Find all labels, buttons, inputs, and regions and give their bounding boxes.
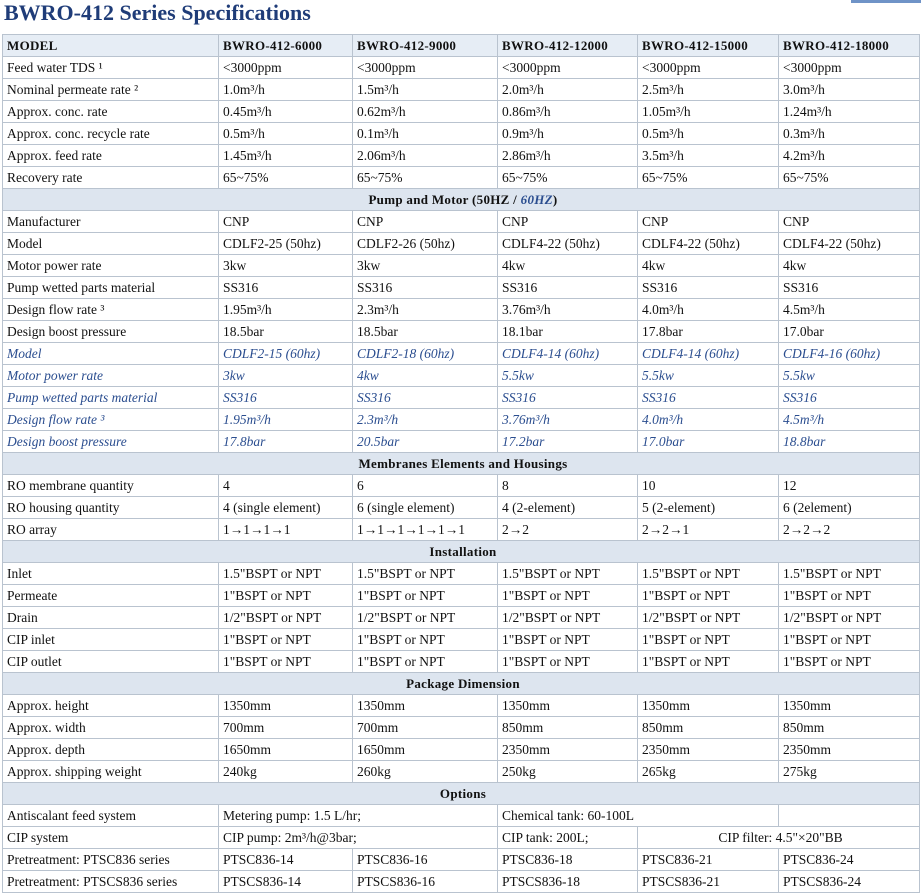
installation-row xyxy=(3,651,920,673)
pump-row-60hz xyxy=(3,365,920,387)
row-label: Pretreatment: PTSC836 series xyxy=(3,849,219,871)
table-cell: 65~75% xyxy=(219,167,353,189)
header-model-name: BWRO-412-12000 xyxy=(498,35,638,57)
row-label: RO housing quantity xyxy=(3,497,219,519)
row-label: Nominal permeate rate ² xyxy=(3,79,219,101)
row-label: Manufacturer xyxy=(3,211,219,233)
table-cell: SS316 xyxy=(498,277,638,299)
table-cell: 2350mm xyxy=(498,739,638,761)
table-cell: 4kw xyxy=(779,255,920,277)
table-cell: 1/2"BSPT or NPT xyxy=(498,607,638,629)
options-cip-row xyxy=(3,827,920,849)
table-cell: 6 (single element) xyxy=(353,497,498,519)
row-label: Antiscalant feed system xyxy=(3,805,219,827)
cip-filter-cell: CIP filter: 4.5"×20"BB xyxy=(638,827,920,849)
table-cell: 17.8bar xyxy=(638,321,779,343)
table-cell: 2.3m³/h xyxy=(353,409,498,431)
table-cell: 3kw xyxy=(219,255,353,277)
table-cell: 1.5m³/h xyxy=(353,79,498,101)
table-cell: 1"BSPT or NPT xyxy=(498,629,638,651)
table-cell: <3000ppm xyxy=(353,57,498,79)
table-cell: 65~75% xyxy=(779,167,920,189)
table-cell: SS316 xyxy=(638,277,779,299)
row-label: Pretreatment: PTSCS836 series xyxy=(3,871,219,893)
table-cell: 2→2→1 xyxy=(638,519,779,541)
table-cell: 1350mm xyxy=(638,695,779,717)
row-label: Pump wetted parts material xyxy=(3,277,219,299)
section-title-prefix: Pump and Motor (50HZ / xyxy=(368,192,521,207)
table-cell: 18.5bar xyxy=(353,321,498,343)
table-cell: 2→2 xyxy=(498,519,638,541)
pump-row-60hz xyxy=(3,409,920,431)
table-cell: PTSC836-21 xyxy=(638,849,779,871)
table-cell: <3000ppm xyxy=(638,57,779,79)
general-row xyxy=(3,101,920,123)
pump-row-50hz xyxy=(3,255,920,277)
table-cell: 1"BSPT or NPT xyxy=(498,585,638,607)
page-title: BWRO-412 Series Specifications xyxy=(4,0,311,25)
table-cell: 1"BSPT or NPT xyxy=(638,651,779,673)
installation-row xyxy=(3,629,920,651)
table-cell: 3.0m³/h xyxy=(779,79,920,101)
cip-pump-cell: CIP pump: 2m³/h@3bar; xyxy=(219,827,498,849)
table-cell: 1"BSPT or NPT xyxy=(779,585,920,607)
table-cell: 250kg xyxy=(498,761,638,783)
row-label: RO membrane quantity xyxy=(3,475,219,497)
table-cell: 10 xyxy=(638,475,779,497)
table-cell xyxy=(779,805,920,827)
table-cell: 1350mm xyxy=(219,695,353,717)
table-cell: CDLF2-26 (50hz) xyxy=(353,233,498,255)
row-label: Approx. conc. recycle rate xyxy=(3,123,219,145)
table-cell: 2.0m³/h xyxy=(498,79,638,101)
table-cell: 1"BSPT or NPT xyxy=(353,585,498,607)
metering-pump-cell: Metering pump: 1.5 L/hr; xyxy=(219,805,498,827)
table-cell: 1.45m³/h xyxy=(219,145,353,167)
table-cell: CDLF4-22 (50hz) xyxy=(779,233,920,255)
table-cell: 1.5"BSPT or NPT xyxy=(219,563,353,585)
package-row xyxy=(3,717,920,739)
table-cell: SS316 xyxy=(779,387,920,409)
table-cell: <3000ppm xyxy=(498,57,638,79)
table-cell: CNP xyxy=(779,211,920,233)
table-cell: 4kw xyxy=(353,365,498,387)
table-cell: 2350mm xyxy=(779,739,920,761)
header-model-label: MODEL xyxy=(3,35,219,57)
header-model-name: BWRO-412-18000 xyxy=(779,35,920,57)
table-cell: 2.86m³/h xyxy=(498,145,638,167)
table-cell: 4.0m³/h xyxy=(638,299,779,321)
table-cell: 2.06m³/h xyxy=(353,145,498,167)
header-model-name: BWRO-412-9000 xyxy=(353,35,498,57)
pump-row-50hz xyxy=(3,299,920,321)
row-label: Approx. shipping weight xyxy=(3,761,219,783)
table-cell: 1.0m³/h xyxy=(219,79,353,101)
table-cell: 2.3m³/h xyxy=(353,299,498,321)
row-label: Model xyxy=(3,233,219,255)
installation-row xyxy=(3,607,920,629)
row-label: Design boost pressure xyxy=(3,431,219,453)
section-title xyxy=(3,189,920,211)
table-cell: 6 xyxy=(353,475,498,497)
table-cell: 4 (single element) xyxy=(219,497,353,519)
table-cell: 240kg xyxy=(219,761,353,783)
table-cell: 1350mm xyxy=(779,695,920,717)
specifications-table-body xyxy=(3,35,920,893)
header-model-name: BWRO-412-6000 xyxy=(219,35,353,57)
general-row xyxy=(3,57,920,79)
table-cell: 6 (2element) xyxy=(779,497,920,519)
table-cell: 17.8bar xyxy=(219,431,353,453)
table-cell: 3kw xyxy=(353,255,498,277)
section-options xyxy=(3,783,920,805)
pump-row-60hz xyxy=(3,431,920,453)
general-row xyxy=(3,79,920,101)
table-cell: 1/2"BSPT or NPT xyxy=(638,607,779,629)
table-cell: 2.5m³/h xyxy=(638,79,779,101)
table-cell: 0.62m³/h xyxy=(353,101,498,123)
table-cell: CDLF2-15 (60hz) xyxy=(219,343,353,365)
table-cell: 3.76m³/h xyxy=(498,409,638,431)
table-cell: 17.0bar xyxy=(779,321,920,343)
table-cell: 5.5kw xyxy=(498,365,638,387)
pump-row-50hz xyxy=(3,211,920,233)
row-label: CIP system xyxy=(3,827,219,849)
row-label: Permeate xyxy=(3,585,219,607)
table-cell: PTSCS836-18 xyxy=(498,871,638,893)
table-cell: 18.5bar xyxy=(219,321,353,343)
row-label: Approx. feed rate xyxy=(3,145,219,167)
table-cell: 4.0m³/h xyxy=(638,409,779,431)
table-cell: 1"BSPT or NPT xyxy=(638,629,779,651)
table-cell: 260kg xyxy=(353,761,498,783)
pump-row-50hz xyxy=(3,321,920,343)
table-cell: 1"BSPT or NPT xyxy=(219,629,353,651)
table-cell: 4 (2-element) xyxy=(498,497,638,519)
table-cell: 1"BSPT or NPT xyxy=(638,585,779,607)
installation-row xyxy=(3,585,920,607)
table-cell: PTSCS836-16 xyxy=(353,871,498,893)
table-cell: 1.95m³/h xyxy=(219,299,353,321)
table-cell: SS316 xyxy=(219,277,353,299)
table-cell: CDLF4-16 (60hz) xyxy=(779,343,920,365)
table-cell: 1"BSPT or NPT xyxy=(353,629,498,651)
table-cell: 4.2m³/h xyxy=(779,145,920,167)
row-label: Motor power rate xyxy=(3,255,219,277)
table-cell: 850mm xyxy=(498,717,638,739)
pretreatment-row xyxy=(3,849,920,871)
table-cell: 5.5kw xyxy=(779,365,920,387)
table-cell: 1.5"BSPT or NPT xyxy=(498,563,638,585)
table-cell: 18.8bar xyxy=(779,431,920,453)
table-cell: 4.5m³/h xyxy=(779,409,920,431)
table-cell: 1650mm xyxy=(353,739,498,761)
table-cell: 65~75% xyxy=(498,167,638,189)
table-cell: SS316 xyxy=(353,387,498,409)
table-cell: 18.1bar xyxy=(498,321,638,343)
table-cell: CNP xyxy=(353,211,498,233)
table-cell: PTSC836-18 xyxy=(498,849,638,871)
table-cell: SS316 xyxy=(779,277,920,299)
table-cell: 1.24m³/h xyxy=(779,101,920,123)
table-cell: 4kw xyxy=(638,255,779,277)
table-cell: 850mm xyxy=(779,717,920,739)
pump-row-50hz xyxy=(3,277,920,299)
table-cell: 5.5kw xyxy=(638,365,779,387)
row-label: CIP outlet xyxy=(3,651,219,673)
table-cell: 3.76m³/h xyxy=(498,299,638,321)
section-membranes xyxy=(3,453,920,475)
table-cell: 700mm xyxy=(219,717,353,739)
table-cell: 17.2bar xyxy=(498,431,638,453)
section-title-suffix: ) xyxy=(552,192,558,207)
table-cell: 1/2"BSPT or NPT xyxy=(353,607,498,629)
table-cell: 1.5"BSPT or NPT xyxy=(779,563,920,585)
table-cell: 1.5"BSPT or NPT xyxy=(638,563,779,585)
row-label: Inlet xyxy=(3,563,219,585)
general-row xyxy=(3,145,920,167)
table-cell: 1.05m³/h xyxy=(638,101,779,123)
section-title: Options xyxy=(3,783,920,805)
table-cell: 1650mm xyxy=(219,739,353,761)
table-cell: 8 xyxy=(498,475,638,497)
table-cell: 275kg xyxy=(779,761,920,783)
package-row xyxy=(3,739,920,761)
package-row xyxy=(3,761,920,783)
table-cell: CDLF4-14 (60hz) xyxy=(638,343,779,365)
chemical-tank-cell: Chemical tank: 60-100L xyxy=(498,805,779,827)
table-cell: CDLF2-18 (60hz) xyxy=(353,343,498,365)
general-row xyxy=(3,167,920,189)
row-label: Drain xyxy=(3,607,219,629)
row-label: Pump wetted parts material xyxy=(3,387,219,409)
pretreatment-row xyxy=(3,871,920,893)
table-cell: SS316 xyxy=(498,387,638,409)
options-antiscalant-row xyxy=(3,805,920,827)
row-label: RO array xyxy=(3,519,219,541)
table-cell: 3kw xyxy=(219,365,353,387)
table-cell: 1350mm xyxy=(498,695,638,717)
table-cell: PTSC836-16 xyxy=(353,849,498,871)
table-cell: SS316 xyxy=(638,387,779,409)
section-package-dimension xyxy=(3,673,920,695)
table-cell: 2→2→2 xyxy=(779,519,920,541)
table-header-row xyxy=(3,35,920,57)
table-cell: 0.1m³/h xyxy=(353,123,498,145)
row-label: Feed water TDS ¹ xyxy=(3,57,219,79)
table-cell: PTSCS836-21 xyxy=(638,871,779,893)
table-cell: 17.0bar xyxy=(638,431,779,453)
row-label: Design flow rate ³ xyxy=(3,299,219,321)
membrane-row xyxy=(3,519,920,541)
table-cell: 4 xyxy=(219,475,353,497)
row-label: Design boost pressure xyxy=(3,321,219,343)
table-cell: 65~75% xyxy=(353,167,498,189)
table-cell: PTSC836-14 xyxy=(219,849,353,871)
table-cell: 1.95m³/h xyxy=(219,409,353,431)
table-cell: 1/2"BSPT or NPT xyxy=(219,607,353,629)
table-cell: 4.5m³/h xyxy=(779,299,920,321)
table-cell: CNP xyxy=(219,211,353,233)
section-title: Membranes Elements and Housings xyxy=(3,453,920,475)
row-label: Recovery rate xyxy=(3,167,219,189)
table-cell: <3000ppm xyxy=(779,57,920,79)
table-cell: PTSC836-24 xyxy=(779,849,920,871)
table-cell: 700mm xyxy=(353,717,498,739)
table-cell: 1/2"BSPT or NPT xyxy=(779,607,920,629)
table-cell: SS316 xyxy=(353,277,498,299)
section-title: Installation xyxy=(3,541,920,563)
row-label: Approx. width xyxy=(3,717,219,739)
table-cell: <3000ppm xyxy=(219,57,353,79)
row-label: Motor power rate xyxy=(3,365,219,387)
table-cell: 0.5m³/h xyxy=(219,123,353,145)
table-cell: 3.5m³/h xyxy=(638,145,779,167)
table-cell: 4kw xyxy=(498,255,638,277)
membrane-row xyxy=(3,475,920,497)
table-cell: 20.5bar xyxy=(353,431,498,453)
section-title: Package Dimension xyxy=(3,673,920,695)
row-label: Design flow rate ³ xyxy=(3,409,219,431)
table-cell: CNP xyxy=(638,211,779,233)
table-cell: 1→1→1→1 xyxy=(219,519,353,541)
table-cell: 0.86m³/h xyxy=(498,101,638,123)
table-cell: 1.5"BSPT or NPT xyxy=(353,563,498,585)
header-model-name: BWRO-412-15000 xyxy=(638,35,779,57)
table-cell: 1"BSPT or NPT xyxy=(779,651,920,673)
general-row xyxy=(3,123,920,145)
cip-tank-cell: CIP tank: 200L; xyxy=(498,827,638,849)
table-cell: PTSCS836-24 xyxy=(779,871,920,893)
table-cell: 850mm xyxy=(638,717,779,739)
row-label: Approx. conc. rate xyxy=(3,101,219,123)
table-cell: 0.5m³/h xyxy=(638,123,779,145)
table-cell: 1"BSPT or NPT xyxy=(353,651,498,673)
table-cell: CDLF2-25 (50hz) xyxy=(219,233,353,255)
table-cell: 0.45m³/h xyxy=(219,101,353,123)
table-cell: 1"BSPT or NPT xyxy=(779,629,920,651)
table-cell: PTSCS836-14 xyxy=(219,871,353,893)
package-row xyxy=(3,695,920,717)
table-cell: 12 xyxy=(779,475,920,497)
membrane-row xyxy=(3,497,920,519)
specifications-table xyxy=(2,34,920,893)
row-label: Approx. height xyxy=(3,695,219,717)
pump-row-60hz xyxy=(3,387,920,409)
table-cell: CNP xyxy=(498,211,638,233)
table-cell: 0.9m³/h xyxy=(498,123,638,145)
section-pump-and-motor xyxy=(3,189,920,211)
pump-row-50hz xyxy=(3,233,920,255)
section-title-60hz: 60HZ xyxy=(520,192,553,207)
table-cell: 1350mm xyxy=(353,695,498,717)
table-cell: 1"BSPT or NPT xyxy=(219,585,353,607)
table-cell: 2350mm xyxy=(638,739,779,761)
section-installation xyxy=(3,541,920,563)
table-cell: 5 (2-element) xyxy=(638,497,779,519)
corner-accent-bar xyxy=(851,0,921,3)
row-label: Approx. depth xyxy=(3,739,219,761)
table-cell: 0.3m³/h xyxy=(779,123,920,145)
table-cell: SS316 xyxy=(219,387,353,409)
table-cell: 265kg xyxy=(638,761,779,783)
table-cell: 65~75% xyxy=(638,167,779,189)
row-label: CIP inlet xyxy=(3,629,219,651)
table-cell: 1"BSPT or NPT xyxy=(498,651,638,673)
table-cell: 1→1→1→1→1→1 xyxy=(353,519,498,541)
pump-row-60hz xyxy=(3,343,920,365)
row-label: Model xyxy=(3,343,219,365)
table-cell: CDLF4-22 (50hz) xyxy=(638,233,779,255)
installation-row xyxy=(3,563,920,585)
table-cell: 1"BSPT or NPT xyxy=(219,651,353,673)
table-cell: CDLF4-22 (50hz) xyxy=(498,233,638,255)
table-cell: CDLF4-14 (60hz) xyxy=(498,343,638,365)
